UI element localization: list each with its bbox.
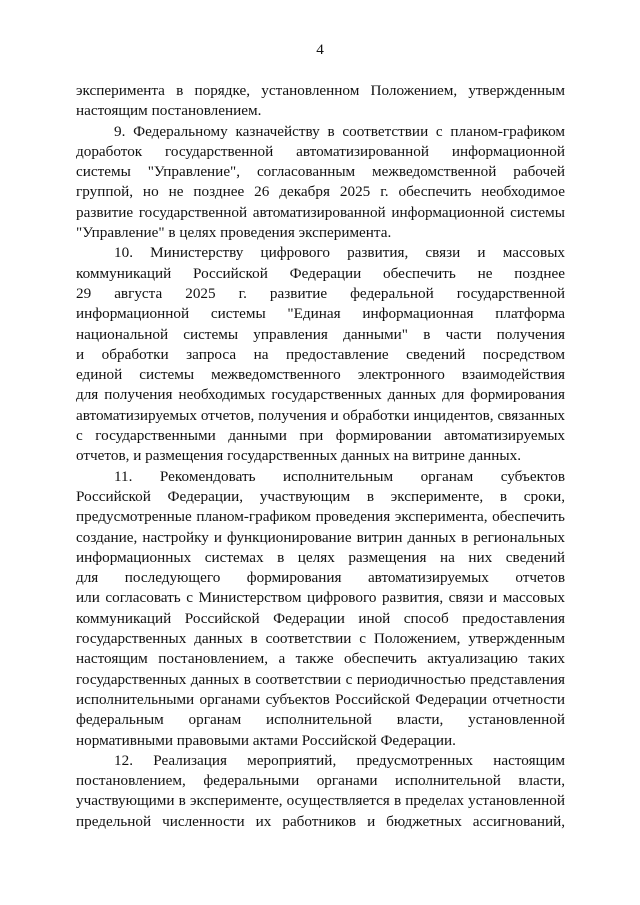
text-line: настоящим постановлением, а также обеспечить актуализацию таких [76,650,565,668]
text-line: 12. Реализация мероприятий, предусмотренных настоящим [114,751,565,769]
text-line: эксперимента в порядке, установленном Положением, утвержденным [76,82,565,99]
text-line: системы "Управление", согласованным межведомственной рабочей [76,163,565,181]
text-line: автоматизируемых отчетов, получения и обработки инцидентов, связанных [76,406,565,424]
text-line: национальной системы управления данными" в части получения [76,325,565,343]
text-line: исполнительными органами субъектов Российской Федерации отчетности [76,690,565,708]
text-line: информационных системах в целях размещения на них сведений [76,548,565,566]
text-line: 10. Министерству цифрового развития, связи и массовых [114,244,565,262]
text-line: участвующими в эксперименте, осуществляется в пределах установленной [76,792,565,810]
text-line: отчетов, и размещения государственных данных на витрине данных. [76,447,521,465]
text-line: группой, но не позднее 26 декабря 2025 г. обеспечить необходимое [76,183,565,201]
page-number: 4 [316,41,324,58]
text-line: доработок государственной автоматизированной информационной [76,142,565,160]
text-line: постановлением, федеральными органами исполнительной власти, [76,772,565,790]
text-line: для последующего формирования автоматизируемых отчетов [76,569,565,587]
text-line: нормативными правовыми актами Российской Федерации. [76,731,456,749]
text-line: или согласовать с Министерством цифрового развития, связи и массовых [76,589,565,607]
text-line: информационной системы "Единая информационная платформа [76,305,565,323]
text-line: с государственными данными при формировании автоматизируемых [76,427,565,445]
text-line: 9. Федеральному казначейству в соответствии с планом-графиком [114,122,565,140]
text-line: для получения необходимых государственных данных для формирования [76,386,565,404]
text-line: коммуникаций Российской Федерации иной способ предоставления [76,609,565,627]
text-line: государственных данных в соответствии с периодичностью представления [76,670,565,688]
text-line: предельной численности их работников и бюджетных ассигнований, [76,812,565,830]
paragraph [76,751,565,832]
text-line: предусмотренные планом-графиком проведения эксперимента, обеспечить [76,508,565,526]
paragraph [76,467,565,751]
text-line: развитие государственной автоматизированной информационной системы [76,203,565,221]
text-line: создание, настройку и функционирование витрин данных в региональных [76,528,565,546]
text-line: настоящим постановлением. [76,102,262,120]
text-line: "Управление" в целях проведения эксперимента. [76,224,392,242]
text-line: коммуникаций Российской Федерации обеспечить не позднее [76,264,565,282]
text-line: 29 августа 2025 г. развитие федеральной государственной [76,284,565,302]
text-line: единой системы межведомственного электронного взаимодействия [76,366,565,384]
body-text [76,81,565,832]
paragraph [76,81,565,122]
text-line: государственных данных в соответствии с Положением, утвержденным [76,630,565,648]
paragraph [76,243,565,466]
text-line: федеральным органам исполнительной власти, установленной [76,711,565,729]
paragraph [76,122,565,244]
text-line: Российской Федерации, участвующим в эксперименте, в сроки, [76,487,565,505]
text-line: 11. Рекомендовать исполнительным органам субъектов [114,467,565,485]
text-line: и обработки запроса на предоставление сведений посредством [76,345,565,363]
